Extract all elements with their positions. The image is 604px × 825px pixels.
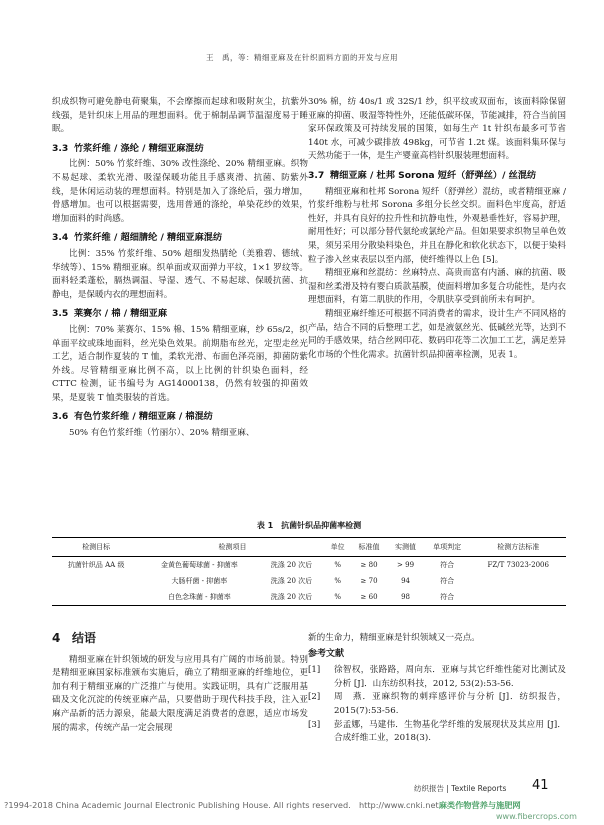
- continuation-paragraph: 30% 棉，纺 40s/1 或 32S/1 纱，织平纹或双面布，该面料除保留亚麻的抑菌、吸湿等特性外，还能低碳环保，节能减排，符合当前国家环保政策及可持续发展的国策，如每生产 1t 针织布最多可节省 140t 水，可减少碳排放 498kg，可节省 1.2t 煤。该面料集环保与天然功能于一体，是生产婴童高档针织服装理想面料。: [308, 97, 566, 162]
- section-number: 3.5: [52, 308, 69, 320]
- right-column: [308, 96, 566, 362]
- journal-name: 纺织报告 | Textile Reports: [414, 784, 507, 793]
- table-cell: 抗菌针织品 AA 级: [67, 561, 125, 569]
- reference-item: [308, 719, 566, 746]
- table-header-row: [52, 538, 566, 557]
- section-body: 比例：35% 竹浆纤维、50% 超细发热腈纶（美雅碧、德绒、华绒等）、15% 精细亚麻。织单面或双面弹力平纹，1×1 罗纹等。面料轻柔蓬松，膈热调温、导湿、透气、不易起球、保暖抗菌、抗静电，是保暖内衣的理想面料。: [52, 248, 308, 300]
- table-cell: 白色念珠菌 - 抑菌率: [140, 589, 258, 606]
- references-column: [308, 632, 566, 746]
- body-paragraph: 精细亚麻和杜邦 Sorona 短纤（舒弹丝）混纺，或者精细亚麻 / 竹浆纤维粉与杜邦 Sorona 多组分长丝交织。面料色牢度高，舒适性好，并具有良好的拉升性和抗静电性，外观悬垂性好，容易护理，耐用性好；可以部分替代氨纶或氯纶产品。但如果要求织物呈单色效果，须另采用分散染料染色，并且在静化和软化状态下，以便于染料粒子渗入丝束表层以至内部，使纤维得以上色 [5]。: [308, 186, 566, 265]
- section-body: 比例：50% 竹浆纤维、30% 改性涤纶、20% 精细亚麻。织物不易起球、柔软光滑、吸湿保暖功能且手感爽滑、抗菌、防紫外线，是休闲运动装的理想面料。特别是加入了涤纶后，强力增加，骨感增加。也可以根据需要，选用普通的涤纶，单染花纱的效果，增加面料的时尚感。: [52, 159, 308, 224]
- watermark-url: www.fibercrops.com: [496, 812, 577, 821]
- section-heading-3-4: [52, 231, 308, 245]
- table-cell: 大肠杆菌 - 抑菌率: [171, 577, 228, 585]
- conclusion-heading: [52, 632, 308, 646]
- table-cell: 金黄色葡萄球菌 - 抑菌率: [160, 561, 238, 569]
- section-title: 精细亚麻 / 杜邦 Sorona 短纤（舒弹丝）/ 丝混纺: [330, 169, 537, 181]
- section-number: 3.6: [52, 411, 69, 423]
- copyright-line: [4, 800, 604, 811]
- reference-index: [2]: [308, 692, 321, 703]
- section-body: 50% 有色竹浆纤维（竹丽尔）、20% 精细亚麻、: [69, 428, 255, 439]
- heading-title: 结语: [72, 631, 97, 645]
- table-cell: %: [334, 561, 341, 569]
- watermark-text: 麻类作物营养与施肥网: [438, 800, 521, 810]
- table-cell: [470, 589, 566, 606]
- header-cell: 检测方法标准: [470, 538, 566, 557]
- conclusion-continuation: 新的生命力，精细亚麻是针织领域又一亮点。: [308, 633, 480, 643]
- antibacterial-test-table: [52, 537, 566, 606]
- table-cell: ≥ 70: [360, 577, 378, 585]
- body-paragraph: 精细亚麻纤维还可根据不同消费者的需求，设计生产不同风格的产品，结合不同的后整理工艺，如是液氨丝光、低碱丝光等，达到不同的手感效果，结合丝网印花、数码印花等二次加工工艺，满足差异化市场的个性化需求。抗菌针织品抑菌率检测，见表 1。: [308, 308, 566, 360]
- table-cell: FZ/T 73023-2006: [487, 561, 549, 569]
- header-cell: 检测目标: [52, 538, 140, 557]
- table-cell: 符合: [440, 561, 455, 569]
- section-body: 比例：70% 莱赛尔、15% 棉、15% 精细亚麻，纱 65s/2，织单面平纹或珠地面料，丝光染色效果。前期脂布丝光，定型走丝光工艺，适合制作夏装的 T 恤，柔软光滑、布面色泽亮丽，抑菌防紫外线。尽管精细亚麻比例不高，以上比例的针织染色面料，经 CTTC 检测，证书编号为 AG14000138，仍然有较强的抑菌效果，是夏装 T 恤类服装的首选。: [52, 324, 308, 403]
- header-cell: 单项判定: [424, 538, 471, 557]
- table-cell: 98: [387, 589, 423, 606]
- table-cell: 洗涤 20 次后: [270, 561, 313, 569]
- reference-index: [1]: [308, 665, 321, 676]
- reference-item: [308, 691, 566, 718]
- table-cell: %: [325, 589, 351, 606]
- reference-text: 徐智权，张路路，周向东．亚麻与其它纤维性能对比测试及分析 [J]．山东纺织科技，2012, 53(2):53-56.: [334, 665, 566, 689]
- heading-number: 4: [52, 631, 61, 645]
- header-cell: 实测值: [387, 538, 423, 557]
- table-cell: [52, 589, 140, 606]
- body-paragraph: 精细亚麻和丝混纺：丝麻特点、高贵而富有内涵、麻的抗菌、吸湿和丝柔滑及特有婴白质款基膜，使面料增加多复合功能性，是内衣理想面料，有第二肌肤的作用，令肌肤享受到前所未有呵护。: [308, 268, 566, 306]
- section-title: 莱赛尔 / 棉 / 精细亚麻: [74, 308, 168, 320]
- table-section: [52, 520, 566, 606]
- left-column: [52, 96, 308, 441]
- reference-text: 周 燕．亚麻织物的刺痒感评价与分析 [J]．纺织报告，2015(7):53-56.: [334, 692, 566, 716]
- intro-paragraph: 织成织物可避免静电荷聚集，不会摩擦而起球和吸附灰尘，抗紫外线强，是针织床上用品的理想面料。优于棉制品调节温湿度易于睡眠。: [52, 97, 308, 135]
- running-header: 王 禹，等：精细亚麻及在针织面料方面的开发与应用: [206, 53, 398, 62]
- section-number: 3.3: [52, 142, 69, 154]
- header-cell: 标准值: [351, 538, 387, 557]
- section-number: 3.4: [52, 232, 69, 244]
- table-cell: ≥ 80: [360, 561, 378, 569]
- table-row: [52, 573, 566, 589]
- section-heading-3-6: [52, 410, 308, 424]
- table-cell: 94: [401, 577, 410, 585]
- section-number: 3.7: [308, 169, 325, 181]
- table-cell: [470, 573, 566, 589]
- table-row: [52, 589, 566, 606]
- table-cell: > 99: [397, 561, 415, 569]
- table-row: [52, 557, 566, 574]
- table-cell: ≥ 60: [351, 589, 387, 606]
- header-cell: 检测项目: [140, 538, 324, 557]
- references-title: 参考文献: [308, 648, 345, 659]
- section-title: 有色竹浆纤维 / 精细亚麻 / 棉混纺: [74, 411, 213, 423]
- page-number: 41: [532, 778, 549, 793]
- conclusion-paragraph: 精细亚麻在针织领域的研发与应用具有广阔的市场前景。特别是精细亚麻国家标准颁布实施后，确立了精细亚麻的纤维地位，更加有利于精细亚麻的广泛推广与使用。实践证明，具有广泛服用基础及文化沉淀的传统亚麻产品，只要借助于现代科技手段，注入亚麻产品新的活力源泉，能最大限度满足消费者的意愿，适应市场发展的需求，传统产品一定会展现: [52, 654, 308, 733]
- conclusion-column: [52, 632, 308, 735]
- section-title: 竹浆纤维 / 涤纶 / 精细亚麻混纺: [74, 142, 204, 154]
- table-cell: 洗涤 20 次后: [270, 577, 313, 585]
- table-cell: 符合: [424, 589, 471, 606]
- table-caption: 表 1 抗菌针织品抑菌率检测: [256, 521, 362, 530]
- reference-text: 彭孟娜，马建伟．生物基化学纤维的发展现状及其应用 [J]．合成纤维工业，2018(3).: [334, 719, 566, 744]
- copyright-text: ?1994-2018 China Academic Journal Electronic Publishing House. All rights reserved. http://www.cnki.net: [4, 800, 439, 810]
- table-cell: 洗涤 20 次后: [258, 589, 324, 606]
- table-cell: %: [334, 577, 341, 585]
- section-title: 竹浆纤维 / 超细腈纶 / 精细亚麻混纺: [74, 232, 223, 244]
- reference-item: [308, 664, 566, 691]
- reference-index: [3]: [308, 719, 321, 730]
- section-heading-3-3: [52, 142, 308, 156]
- header-cell: 单位: [325, 538, 351, 557]
- table-cell: 符合: [440, 577, 455, 585]
- section-heading-3-5: [52, 307, 308, 321]
- table-cell: [52, 573, 140, 589]
- section-heading-3-7: [308, 169, 566, 183]
